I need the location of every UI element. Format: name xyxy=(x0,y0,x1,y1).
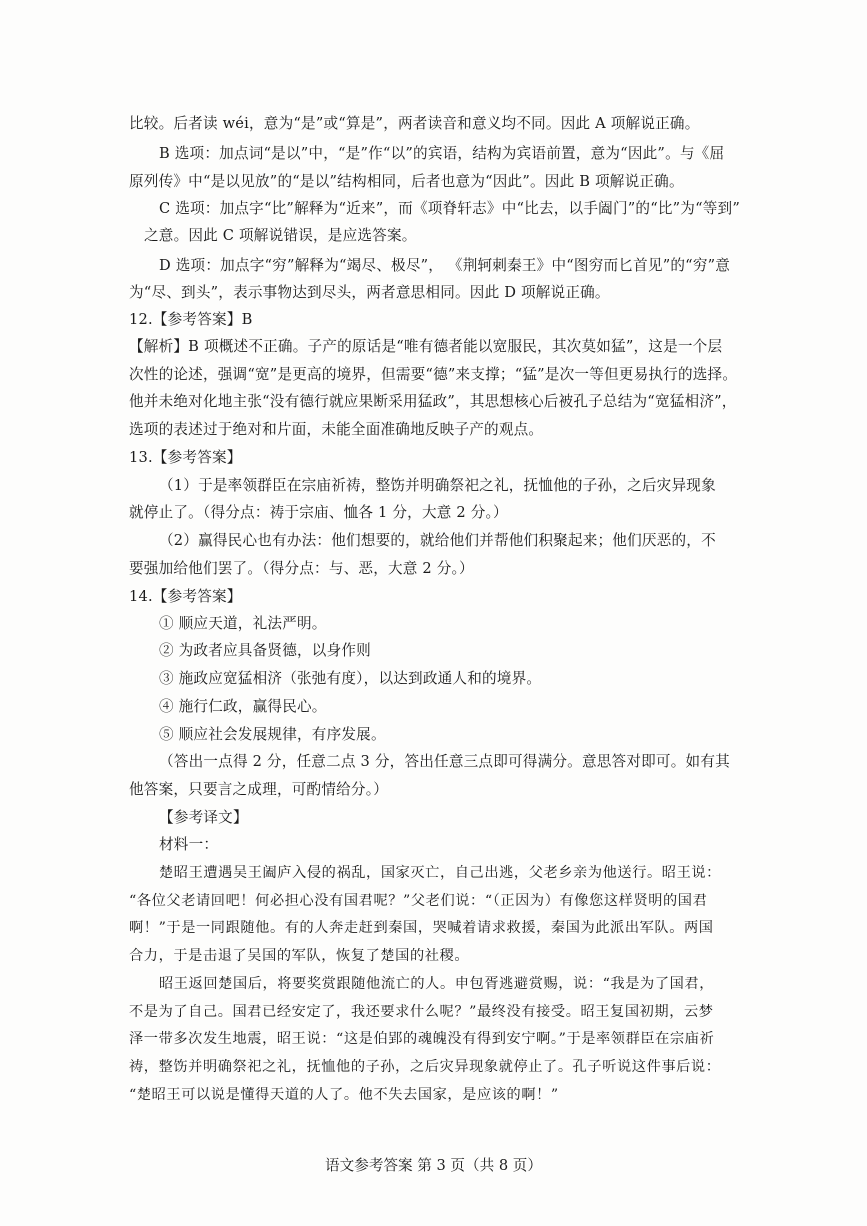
translation-line: “楚昭王可以说是懂得天道的人了。他不失去国家，是应该的啊！” xyxy=(129,1087,559,1103)
page-footer: 语文参考答案 第 3 页（共 8 页） xyxy=(325,1157,542,1174)
text-line: C 选项：加点字“比”解释为“近来”，而《项脊轩志》中“比去，以手阖门”的“比”为“等到” xyxy=(159,200,741,217)
translation-line: 楚昭王遭遇吴王阖庐入侵的祸乱，国家灭亡，自己出逃，父老乡亲为他送行。昭王说： xyxy=(159,865,721,881)
text-line: 原列传》中“是以见放”的“是以”结构相同，后者也意为“因此”。因此 B 项解说正确。 xyxy=(129,173,684,190)
translation-heading: 【参考译文】 xyxy=(159,809,248,826)
material-label: 材料一： xyxy=(159,836,219,853)
text-line: 选项的表述过于绝对和片面，未能全面准确地反映子产的观点。 xyxy=(129,421,544,438)
list-item: ④ 施行仁政，赢得民心。 xyxy=(159,698,327,715)
text-line: （2）赢得民心也有办法：他们想要的，就给他们并帮他们积聚起来；他们厌恶的，不 xyxy=(159,532,716,549)
list-item: ③ 施政应宽猛相济（张弛有度），以达到政通人和的境界。 xyxy=(159,670,542,687)
text-line: 他并未绝对化地主张“没有德行就应果断采用猛政”，其思想核心后被孔子总结为“宽猛相济”， xyxy=(129,393,737,410)
text-line: B 选项：加点词“是以”中，“是”作“以”的宾语，结构为宾语前置，意为“因此”。与《屈 xyxy=(159,145,725,162)
translation-line: 合力，于是击退了吴国的军队，恢复了楚国的社稷。 xyxy=(129,948,470,964)
question-14-heading: 14.【参考答案】 xyxy=(129,588,242,605)
text-line: 之意。因此 C 项解说错误，是应选答案。 xyxy=(144,227,417,244)
list-item: ① 顺应天道，礼法严明。 xyxy=(159,615,327,632)
text-line: （答出一点得 2 分，任意二点 3 分，答出任意三点即可得满分。意思答对即可。如有其 xyxy=(159,753,730,770)
text-line: D 选项：加点字“穷”解释为“竭尽、极尽”， 《荆轲刺秦王》中“图穷而匕首见”的“穷”意 xyxy=(159,257,731,274)
translation-line: 昭王返回楚国后，将要奖赏跟随他流亡的人。申包胥逃避赏赐，说：“我是为了国君， xyxy=(159,976,714,992)
text-line: 比较。后者读 wéi，意为“是”或“算是”，两者读音和意义均不同。因此 A 项解说正确。 xyxy=(129,115,700,132)
translation-line: 祷，整饬并明确祭祀之礼，抚恤他的子孙，之后灾异现象就停止了。孔子听说这件事后说： xyxy=(129,1059,721,1075)
text-line: 为“尽、到头”，表示事物达到尽头，两者意思相同。因此 D 项解说正确。 xyxy=(129,284,610,301)
text-line: 他答案，只要言之成理，可酌情给分。） xyxy=(129,781,388,798)
list-item: ⑤ 顺应社会发展规律，有序发展。 xyxy=(159,726,386,743)
text-line: 次性的论述，强调“宽”是更高的境界，但需要“德”来支撑；“猛”是次一等但更易执行的选择。 xyxy=(129,366,738,383)
question-13-heading: 13.【参考答案】 xyxy=(129,449,242,466)
translation-line: 不是为了自己。国君已经安定了，我还要求什么呢？”最终没有接受。昭王复国初期，云梦 xyxy=(129,1004,714,1020)
translation-line: 啊！”于是一同跟随他。有的人奔走赶到秦国，哭喊着请求救援，秦国为此派出军队。两国 xyxy=(129,920,714,936)
list-item: ② 为政者应具备贤德，以身作则 xyxy=(159,642,371,659)
text-line: 要强加给他们罢了。（得分点：与、恶，大意 2 分。） xyxy=(129,560,474,577)
question-12-heading: 12.【参考答案】B xyxy=(129,311,253,328)
text-line: （1）于是率领群臣在宗庙祈祷，整饬并明确祭祀之礼，抚恤他的子孙，之后灾异现象 xyxy=(159,477,716,494)
text-line: 就停止了。（得分点：祷于宗庙、恤各 1 分，大意 2 分。） xyxy=(129,504,508,521)
translation-line: “各位父老请回吧！何必担心没有国君呢？”父老们说：“（正因为）有像您这样贤明的国君 xyxy=(129,893,708,909)
text-line: 【解析】B 项概述不正确。子产的原话是“唯有德者能以宽服民，其次莫如猛”，这是一个层 xyxy=(129,338,723,355)
translation-line: 泽一带多次发生地震，昭王说：“这是伯郢的魂魄没有得到安宁啊。”于是率领群臣在宗庙祈 xyxy=(129,1031,715,1047)
